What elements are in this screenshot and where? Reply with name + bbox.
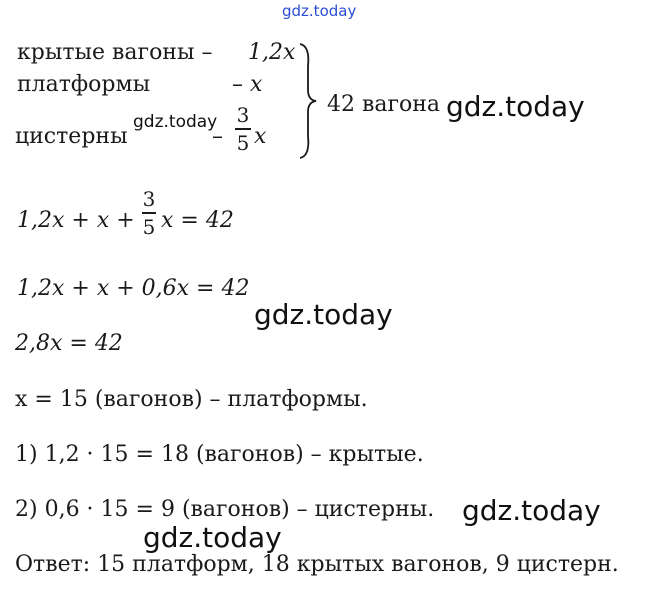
watermark-right-1: gdz.today xyxy=(446,90,585,123)
watermark-right-2: gdz.today xyxy=(462,494,601,527)
total-wagons: 42 вагона xyxy=(327,92,441,117)
watermark-middle: gdz.today xyxy=(254,298,393,331)
row-platforms-value: – x xyxy=(232,72,263,97)
result-platforms: x = 15 (вагонов) – платформы. xyxy=(15,387,368,412)
row-tanks-dash: – xyxy=(212,124,223,149)
row-platforms-label: платформы xyxy=(17,72,151,97)
row-covered-wagons-value: 1,2x xyxy=(248,40,296,65)
row-tanks-label: цистерны xyxy=(15,124,128,149)
answer: Ответ: 15 платформ, 18 крытых вагонов, 9 цистерн. xyxy=(15,552,619,577)
watermark-top: gdz.today xyxy=(282,2,357,20)
equation-1-left: 1,2x + x + xyxy=(17,208,135,233)
equation-2: 1,2x + x + 0,6x = 42 xyxy=(17,276,250,301)
equation-1-right: x = 42 xyxy=(161,208,234,233)
row-tanks-fraction: 3 5 xyxy=(236,103,250,155)
equation-1-fraction: 3 5 xyxy=(142,187,156,239)
row-covered-wagons-label: крытые вагоны – xyxy=(17,40,213,65)
step-2: 2) 0,6 · 15 = 9 (вагонов) – цистерны. xyxy=(15,497,435,522)
row-tanks-var: x xyxy=(254,124,267,149)
step-1: 1) 1,2 · 15 = 18 (вагонов) – крытые. xyxy=(15,442,424,467)
watermark-small: gdz.today xyxy=(133,112,218,132)
equation-3: 2,8x = 42 xyxy=(15,331,123,356)
curly-brace xyxy=(296,42,318,160)
watermark-bottom: gdz.today xyxy=(143,521,282,554)
